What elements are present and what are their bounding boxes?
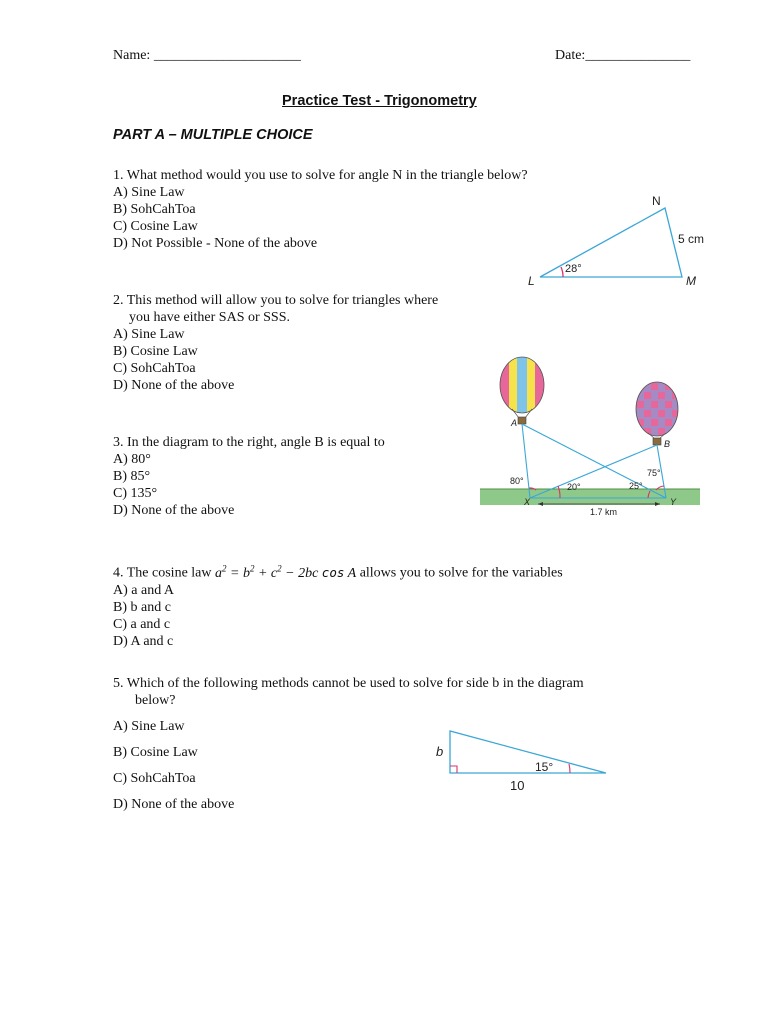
balloons-diagram [478,352,708,522]
q5-option-b: B) Cosine Law [113,745,198,760]
part-a-heading: PART A – MULTIPLE CHOICE [113,127,313,143]
q4-option-c: C) a and c [113,616,171,632]
question-4-prompt [113,560,563,582]
question-4-prompt-pre: 4. The cosine law [113,565,215,581]
angle-75-label: 75° [647,468,661,478]
q2-option-c: C) SohCahToa [113,361,196,376]
point-a-label: A [511,418,518,428]
q1-option-b: B) SohCahToa [113,202,196,217]
q4-option-a: A) a and A [113,582,175,598]
q4-option-b: B) b and c [113,599,171,615]
cosine-law-formula: $a^2 = b^2 + c^2 - 2bc$ cos A [215,563,357,581]
side-10-label: 10 [510,778,525,793]
vertex-l-label: L [528,274,535,288]
right-triangle-diagram [430,725,615,795]
question-3 [113,434,385,519]
q5-option-c: C) SohCahToa [113,771,196,786]
date-field-label: Date:_______________ [555,48,691,63]
question-1 [113,167,528,252]
q2-option-b: B) Cosine Law [113,344,198,359]
q1-option-d: D) Not Possible - None of the above [113,236,318,251]
q5-option-d: D) None of the above [113,797,235,812]
angle-80-label: 80° [510,476,524,486]
question-2-prompt-line1: 2. This method will allow you to solve for triangles where [113,293,439,308]
balloon-b [635,381,679,445]
distance-label: 1.7 km [590,507,618,517]
q4-option-d: D) A and c [113,633,174,649]
triangle-lmn-diagram [520,190,720,290]
question-4 [113,560,563,650]
point-y-label: Y [670,497,677,507]
right-triangle [450,731,606,773]
q3-option-a: A) 80° [113,452,151,467]
side-b-label: b [436,744,444,759]
name-field-label: Name: _____________________ [113,48,301,63]
triangle-lmn [540,208,682,277]
q1-option-a: A) Sine Law [113,185,185,200]
question-5 [113,675,584,709]
vertex-n-label: N [652,194,661,208]
question-2 [113,292,438,394]
point-b-label: B [664,439,671,449]
question-5-prompt-line2: below? [135,693,176,708]
right-angle-marker [450,766,457,773]
q1-option-c: C) Cosine Law [113,219,198,234]
sight-lines [522,424,666,498]
question-3-prompt: 3. In the diagram to the right, angle B is equal to [113,435,385,450]
question-2-prompt-line2: you have either SAS or SSS. [129,310,290,325]
side-nm-label: 5 cm [678,232,705,246]
q3-option-b: B) 85° [113,469,151,484]
vertex-m-label: M [686,274,696,288]
question-5-prompt-line1: 5. Which of the following methods cannot be used to solve for side b in the diagram [113,676,584,691]
q3-option-c: C) 135° [113,486,158,501]
angle-20-label: 20° [567,482,581,492]
question-4-prompt-post: allows you to solve for the variables [356,565,563,581]
question-1-prompt: 1. What method would you use to solve for angle N in the triangle below? [113,168,528,183]
q2-option-d: D) None of the above [113,378,235,393]
balloon-a [498,355,547,424]
q2-option-a: A) Sine Law [113,327,185,342]
q5-option-a: A) Sine Law [113,719,185,734]
angle-l-arc [561,267,563,277]
angle-15-arc [569,764,570,773]
angle-15-label: 15° [535,760,554,774]
angle-25-label: 25° [629,481,643,491]
point-x-label: X [524,497,531,507]
angle-l-label: 28° [565,263,582,275]
page-title: Practice Test - Trigonometry [282,93,477,109]
q3-option-d: D) None of the above [113,503,235,518]
ground [480,489,700,505]
